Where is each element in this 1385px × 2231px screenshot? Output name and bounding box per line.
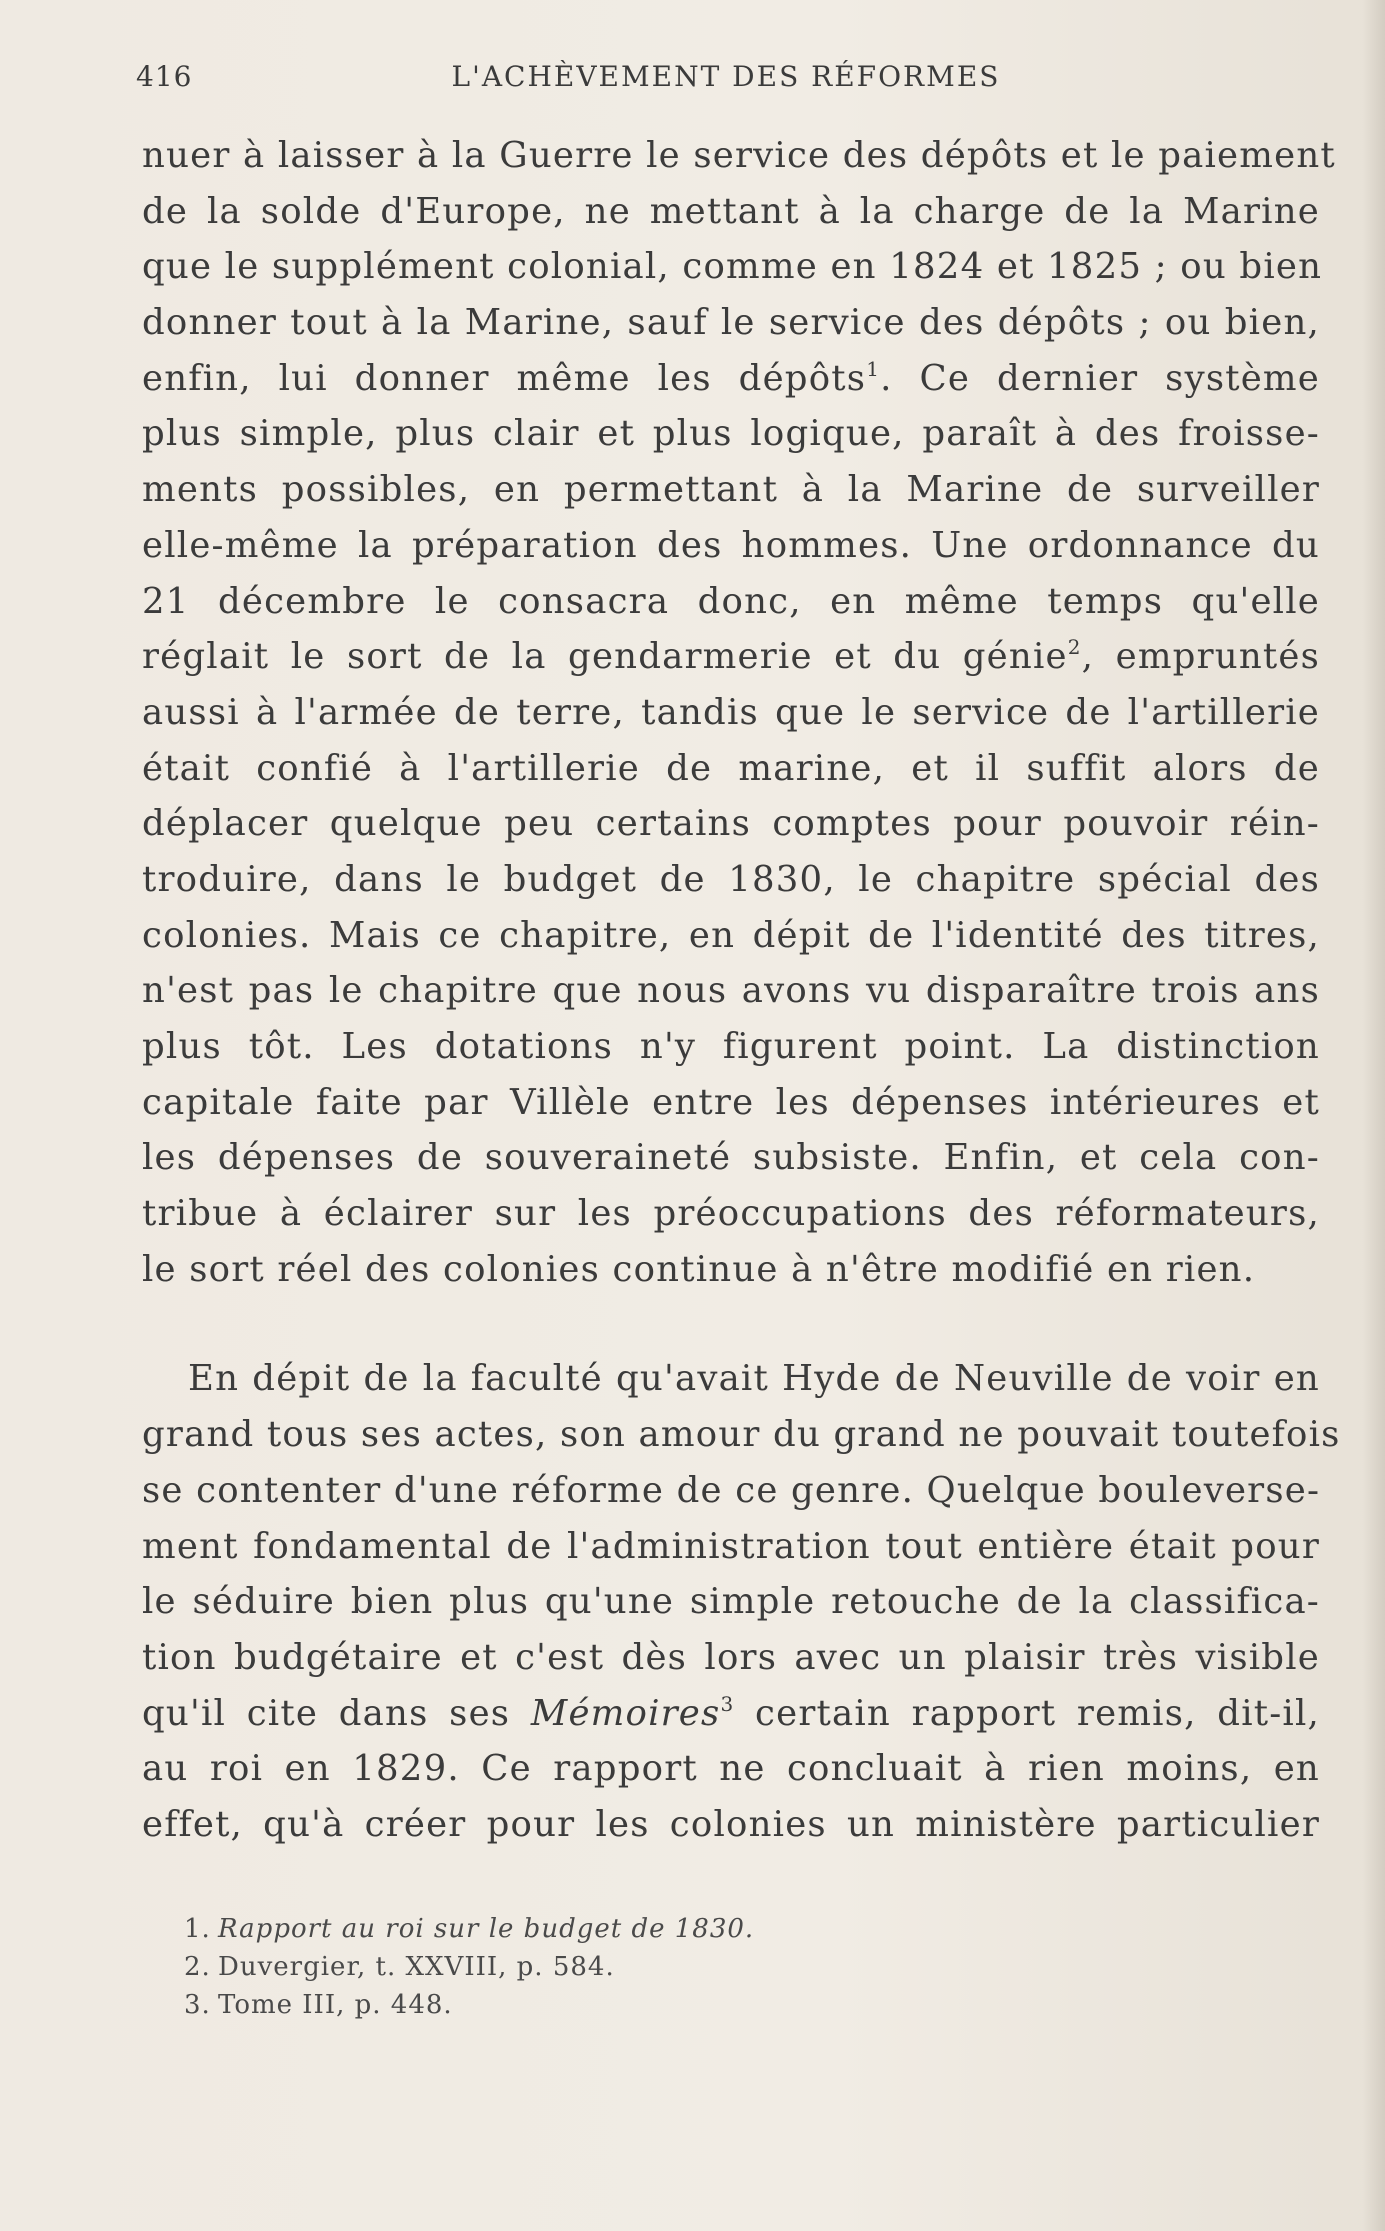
page-number: 416 [136, 60, 193, 93]
text-line: déplacer quelque peu certains comptes pour pouvoir réin- [142, 803, 1320, 845]
footnote-text: Rapport au roi sur le budget de 1830. [218, 1914, 755, 1944]
footnotes [184, 1910, 1084, 2024]
text-line: capitale faite par Villèle entre les dépenses intérieures et [142, 1081, 1320, 1123]
text-segment: réglait le sort de la gendarmerie et du génie [142, 636, 1068, 678]
text-line: de la solde d'Europe, ne mettant à la charge de la Marine [142, 190, 1320, 232]
text-line: le séduire bien plus qu'une simple retouche de la classifica- [142, 1581, 1320, 1623]
text-line [142, 1686, 1320, 1742]
text-line [142, 629, 1320, 685]
footnote-ref: 3 [720, 1691, 735, 1716]
text-line: donner tout à la Marine, sauf le service des dépôts ; ou bien, [142, 302, 1320, 344]
text-line: se contenter d'une réforme de ce genre. Quelque bouleverse- [142, 1469, 1321, 1511]
text-segment: enfin, lui donner même les dépôts [142, 357, 867, 399]
italic-title: Mémoires [530, 1692, 721, 1734]
text-line: elle-même la préparation des hommes. Une ordonnance du [142, 524, 1320, 566]
text-line: En dépit de la faculté qu'avait Hyde de Neuville de voir en [188, 1358, 1320, 1400]
text-line: tion budgétaire et c'est dès lors avec un plaisir très visible [142, 1636, 1320, 1678]
text-line: ment fondamental de l'administration tout entière était pour [142, 1525, 1320, 1567]
footnote-number: 1. [184, 1914, 211, 1944]
footnote [184, 1910, 1084, 1948]
text-segment: . Ce dernier système [880, 357, 1320, 399]
footnote-number: 3. [184, 1990, 211, 2020]
footnote-ref: 2 [1067, 635, 1082, 660]
text-line: colonies. Mais ce chapitre, en dépit de l'identité des titres, [142, 914, 1320, 956]
text-line: 21 décembre le consacra donc, en même temps qu'elle [142, 580, 1320, 622]
text-line: au roi en 1829. Ce rapport ne concluait à rien moins, en [142, 1748, 1320, 1790]
text-line: troduire, dans le budget de 1830, le chapitre spécial des [142, 858, 1320, 900]
footnote [184, 1948, 1084, 1986]
text-segment: qu'il cite dans ses [142, 1692, 531, 1734]
chapter-title: L'ACHÈVEMENT DES RÉFORMES [451, 60, 1001, 93]
text-line: effet, qu'à créer pour les colonies un ministère particulier [142, 1803, 1320, 1845]
text-line: était confié à l'artillerie de marine, et il suffit alors de [142, 747, 1320, 789]
text-line: plus tôt. Les dotations n'y figurent point. La distinction [142, 1026, 1320, 1067]
text-line: que le supplément colonial, comme en 1824 et 1825 ; ou bien [142, 246, 1323, 288]
text-segment: , empruntés [1081, 636, 1320, 678]
text-segment: certain rapport remis, dit-il, [734, 1692, 1321, 1734]
running-head [136, 60, 1316, 106]
text-line: le sort réel des colonies continue à n'être modifié en rien. [142, 1248, 1256, 1290]
footnote-text: Duvergier, t. XXVIII, p. 584. [218, 1952, 615, 1982]
text-line: tribue à éclairer sur les préoccupations des réformateurs, [142, 1193, 1320, 1235]
text-line: grand tous ses actes, son amour du grand ne pouvait toutefois [142, 1414, 1341, 1456]
footnote-ref: 1 [866, 356, 881, 381]
footnote-text: Tome III, p. 448. [218, 1990, 453, 2020]
footnote-number: 2. [184, 1952, 211, 1982]
paragraph-gap [142, 1297, 1320, 1351]
text-line [142, 351, 1320, 407]
text-line: aussi à l'armée de terre, tandis que le service de l'artillerie [142, 691, 1320, 733]
footnote [184, 1986, 1084, 2024]
text-line: nuer à laisser à la Guerre le service des dépôts et le paiement [142, 135, 1336, 176]
text-line: les dépenses de souveraineté subsiste. Enfin, et cela con- [142, 1137, 1320, 1179]
text-line: ments possibles, en permettant à la Marine de surveiller [142, 469, 1320, 511]
text-line: plus simple, plus clair et plus logique, paraît à des froisse- [142, 413, 1320, 455]
text-line: n'est pas le chapitre que nous avons vu disparaître trois ans [142, 970, 1320, 1012]
body-text [142, 128, 1341, 1853]
